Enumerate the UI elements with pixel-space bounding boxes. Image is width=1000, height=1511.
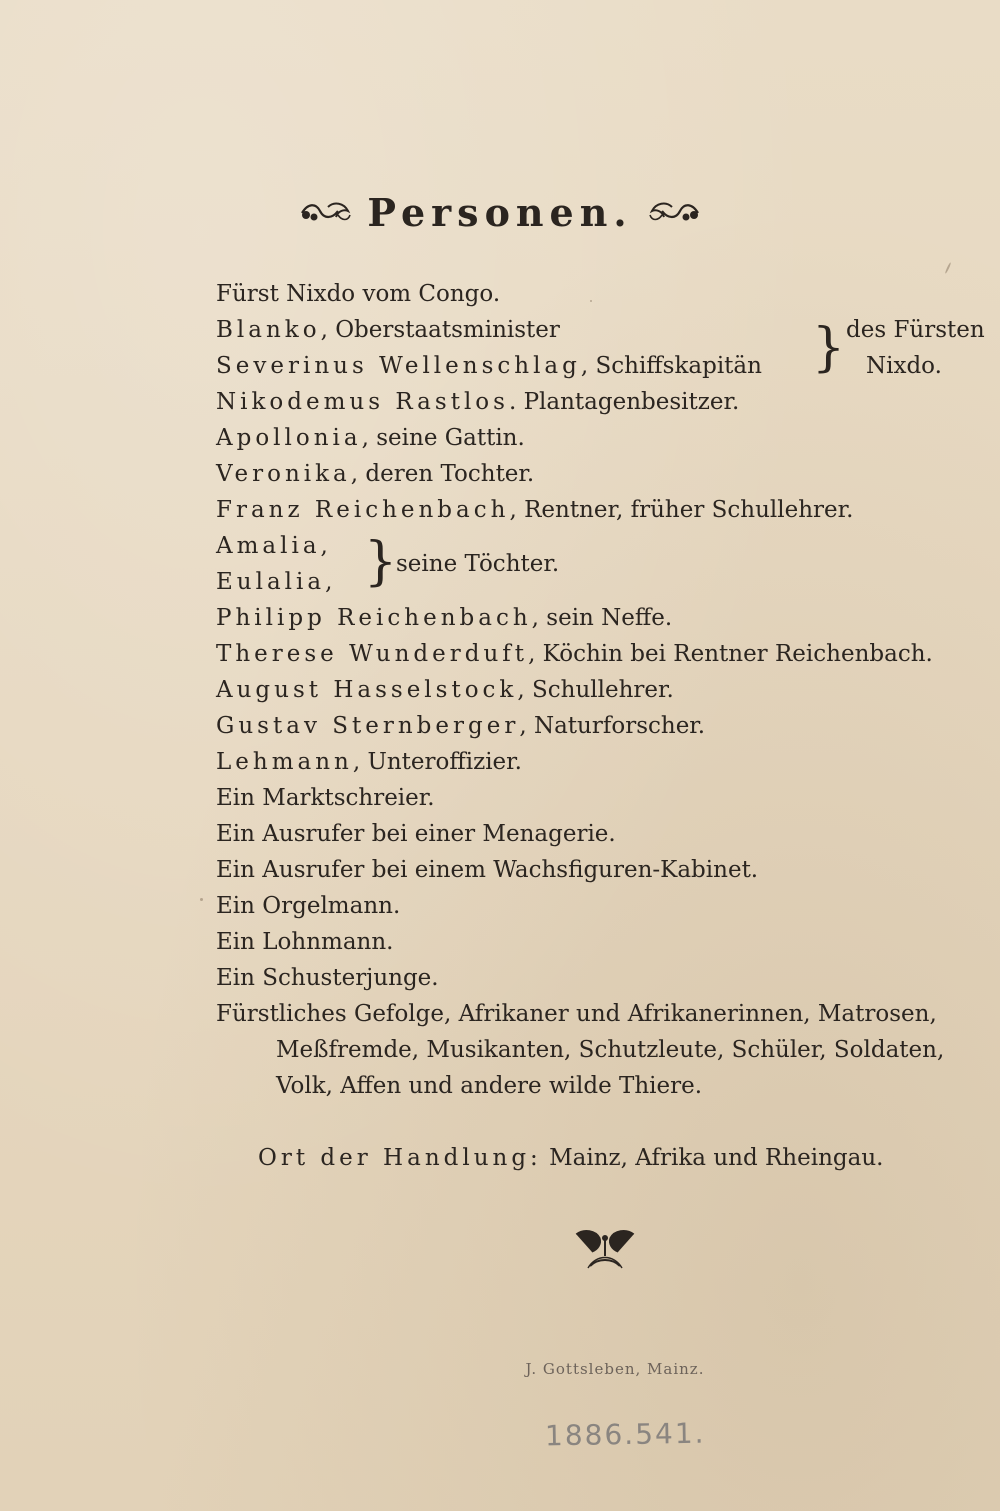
cast-list (216, 276, 996, 1104)
cast-role: , Schullehrer. (517, 677, 674, 703)
brace-annotation-line: des Fürsten (846, 317, 985, 343)
cast-entry (216, 420, 996, 456)
cast-entry (216, 816, 996, 852)
cast-text: Ein Ausrufer bei einem Wachsfiguren-Kabinet. (216, 857, 759, 883)
heading (0, 190, 1000, 240)
cast-entry (216, 1032, 996, 1068)
cast-name: Veronika (216, 461, 351, 487)
cast-name: Philipp Reichenbach (216, 605, 532, 631)
cast-entry (216, 924, 996, 960)
cast-entry (216, 708, 996, 744)
cast-brace-group-ministers (216, 312, 996, 384)
cast-role: , Köchin bei Rentner Reichenbach. (528, 641, 933, 667)
cast-text: Ein Orgelmann. (216, 893, 401, 919)
cast-text: Ein Lohnmann. (216, 929, 394, 955)
cast-entry (216, 384, 996, 420)
cast-text: Ein Ausrufer bei einer Menagerie. (216, 821, 616, 847)
cast-brace-group-daughters (216, 528, 996, 600)
cast-entry (216, 852, 996, 888)
cast-role: , sein Neffe. (531, 605, 673, 631)
paper-speck (590, 300, 592, 302)
cast-name: Eulalia, (216, 569, 337, 595)
right-floral-ornament-icon (648, 199, 702, 227)
cast-name: Therese Wunderduft (216, 641, 529, 667)
cast-role: . Plantagenbesitzer. (508, 389, 740, 415)
cast-role: , Schiffskapitän (580, 353, 762, 379)
cast-text: Fürstliches Gefolge, Afrikaner und Afrikanerinnen, Matrosen, (216, 1001, 937, 1027)
cast-text: Meßfremde, Musikanten, Schutzleute, Schüler, Soldaten, (276, 1037, 945, 1063)
cast-entry (216, 456, 996, 492)
printer-imprint: J. Gottsleben, Mainz. (525, 1360, 705, 1378)
cast-name: Franz Reichenbach (216, 497, 510, 523)
cast-entry (216, 960, 996, 996)
cast-text: Ein Schusterjunge. (216, 965, 439, 991)
page-title: Personen. (367, 190, 633, 235)
paper-speck (200, 898, 203, 901)
cast-name: Lehmann (216, 749, 353, 775)
cast-entry (216, 636, 996, 672)
cast-entry (216, 492, 996, 528)
cast-role: , seine Gattin. (361, 425, 525, 451)
brace-annotation (846, 312, 996, 384)
cast-entry (216, 744, 996, 780)
brace-annotation: seine Töchter. (396, 551, 560, 577)
handwritten-shelfmark: 1886.541. (544, 1416, 706, 1453)
brace-icon: } (812, 318, 846, 378)
cast-entry (216, 528, 996, 564)
place-value: Mainz, Afrika und Rheingau. (541, 1145, 884, 1171)
cast-entry (216, 276, 996, 312)
place-of-action (0, 1140, 1000, 1176)
cast-entry (216, 780, 996, 816)
cast-name: August Hasselstock (216, 677, 518, 703)
cast-entry (216, 888, 996, 924)
cast-entry (216, 600, 996, 636)
floral-vignette-icon (570, 1226, 640, 1272)
cast-text: Volk, Affen und andere wilde Thiere. (276, 1073, 703, 1099)
cast-name: Apollonia (216, 425, 362, 451)
cast-entry (216, 564, 996, 600)
cast-entry (216, 1068, 996, 1104)
brace-icon: } (364, 532, 398, 592)
cast-role: , Naturforscher. (519, 713, 706, 739)
cast-name: Blanko (216, 317, 321, 343)
brace-annotation-line: Nixdo. (866, 353, 942, 379)
place-label: Ort der Handlung: (258, 1145, 542, 1171)
cast-text: Fürst Nixdo vom Congo. (216, 281, 501, 307)
cast-text: Ein Marktschreier. (216, 785, 435, 811)
paper-speck (945, 262, 952, 274)
cast-name: Severinus Wellenschlag (216, 353, 581, 379)
cast-role: , Oberstaatsminister (320, 317, 560, 343)
cast-role: , Rentner, früher Schullehrer. (509, 497, 854, 523)
cast-entry (216, 672, 996, 708)
cast-name: Amalia, (216, 533, 332, 559)
cast-role: , Unteroffizier. (352, 749, 522, 775)
cast-role: , deren Tochter. (350, 461, 535, 487)
cast-name: Gustav Sternberger (216, 713, 520, 739)
cast-name: Nikodemus Rastlos (216, 389, 509, 415)
cast-entry (216, 996, 996, 1032)
left-floral-ornament-icon (298, 199, 352, 227)
